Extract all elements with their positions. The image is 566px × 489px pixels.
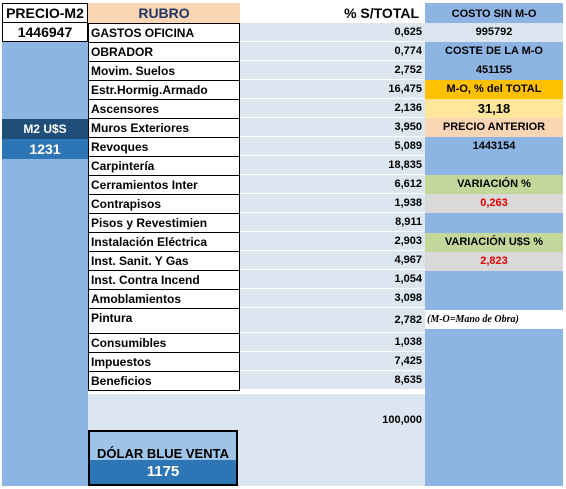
rubro-cell: Ascensores bbox=[88, 99, 240, 119]
precio-anterior-value: 1443154 bbox=[425, 137, 563, 156]
pct-cell: 3,950 bbox=[240, 118, 425, 137]
pct-cell: 8,635 bbox=[240, 371, 425, 390]
rubro-cell: Contrapisos bbox=[88, 194, 240, 214]
pct-cell: 1,938 bbox=[240, 194, 425, 213]
pct-cell: 0,625 bbox=[240, 23, 425, 42]
mo-pct-value: 31,18 bbox=[425, 99, 563, 118]
pct-header-label: % S/TOTAL bbox=[344, 5, 419, 21]
pct-cell: 4,967 bbox=[240, 251, 425, 270]
rubro-cell: Carpintería bbox=[88, 156, 240, 176]
left-blue-panel bbox=[2, 42, 88, 486]
rubro-cell: Estr.Hormig.Armado bbox=[88, 80, 240, 100]
pct-cell: 2,752 bbox=[240, 61, 425, 80]
precio-anterior-label: PRECIO ANTERIOR bbox=[425, 118, 563, 137]
pct-header bbox=[240, 3, 425, 23]
variacion-usd-label: VARIACIÓN U$S % bbox=[425, 233, 563, 252]
rubro-cell: Pisos y Revestimien bbox=[88, 213, 240, 233]
m2-usd-value: 1231 bbox=[2, 139, 88, 159]
rubro-header: RUBRO bbox=[88, 3, 240, 23]
coste-mo-label: COSTE DE LA M-O bbox=[425, 42, 563, 61]
variacion-label: VARIACIÓN % bbox=[425, 175, 563, 194]
total-value: 100,000 bbox=[382, 414, 422, 426]
rubro-cell: OBRADOR bbox=[88, 42, 240, 62]
pct-cell: 2,903 bbox=[240, 232, 425, 251]
pct-cell: 18,835 bbox=[240, 156, 425, 175]
mo-pct-label: M-O, % del TOTAL bbox=[425, 80, 563, 99]
pct-cell: 8,911 bbox=[240, 213, 425, 232]
pct-cell: 1,054 bbox=[240, 270, 425, 289]
rubro-cell: Muros Exteriores bbox=[88, 118, 240, 138]
variacion-value: 0,263 bbox=[425, 194, 563, 213]
total-cell bbox=[88, 394, 425, 430]
m2-usd-label: M2 U$S bbox=[2, 119, 88, 139]
rubro-cell: Cerramientos Inter bbox=[88, 175, 240, 195]
rubro-cell: Movim. Suelos bbox=[88, 61, 240, 81]
precio-m2-label: PRECIO-M2 bbox=[2, 3, 88, 23]
dolar-value: 1175 bbox=[88, 460, 238, 486]
pct-cell: 1,038 bbox=[240, 333, 425, 352]
pct-cell: 2,782 bbox=[240, 308, 425, 333]
rubro-cell: Amoblamientos bbox=[88, 289, 240, 309]
rubro-cell: Impuestos bbox=[88, 352, 240, 372]
rubro-cell: Beneficios bbox=[88, 371, 240, 391]
variacion-usd-value: 2,823 bbox=[425, 252, 563, 271]
rubro-cell: Consumibles bbox=[88, 333, 240, 353]
mo-note: (M-O=Mano de Obra) bbox=[425, 310, 563, 329]
rubro-cell: Inst. Contra Incend bbox=[88, 270, 240, 290]
costo-sin-mo-label: COSTO SIN M-O bbox=[425, 3, 563, 23]
pct-cell: 16,475 bbox=[240, 80, 425, 99]
coste-mo-value: 451155 bbox=[425, 61, 563, 80]
rubro-cell: Pintura bbox=[88, 308, 240, 334]
precio-m2-value: 1446947 bbox=[2, 22, 88, 42]
rubro-cell: Instalación Eléctrica bbox=[88, 232, 240, 252]
pct-cell: 6,612 bbox=[240, 175, 425, 194]
costo-sin-mo-value: 995792 bbox=[425, 23, 563, 42]
pct-cell: 5,089 bbox=[240, 137, 425, 156]
pct-cell: 0,774 bbox=[240, 42, 425, 61]
dolar-label: DÓLAR BLUE VENTA bbox=[88, 430, 238, 460]
rubro-cell: GASTOS OFICINA bbox=[88, 23, 240, 43]
rubro-cell: Inst. Sanit. Y Gas bbox=[88, 251, 240, 271]
pct-cell: 7,425 bbox=[240, 352, 425, 371]
pct-cell: 2,136 bbox=[240, 99, 425, 118]
bottom-filler bbox=[238, 430, 425, 486]
rubro-cell: Revoques bbox=[88, 137, 240, 157]
pct-cell: 3,098 bbox=[240, 289, 425, 308]
